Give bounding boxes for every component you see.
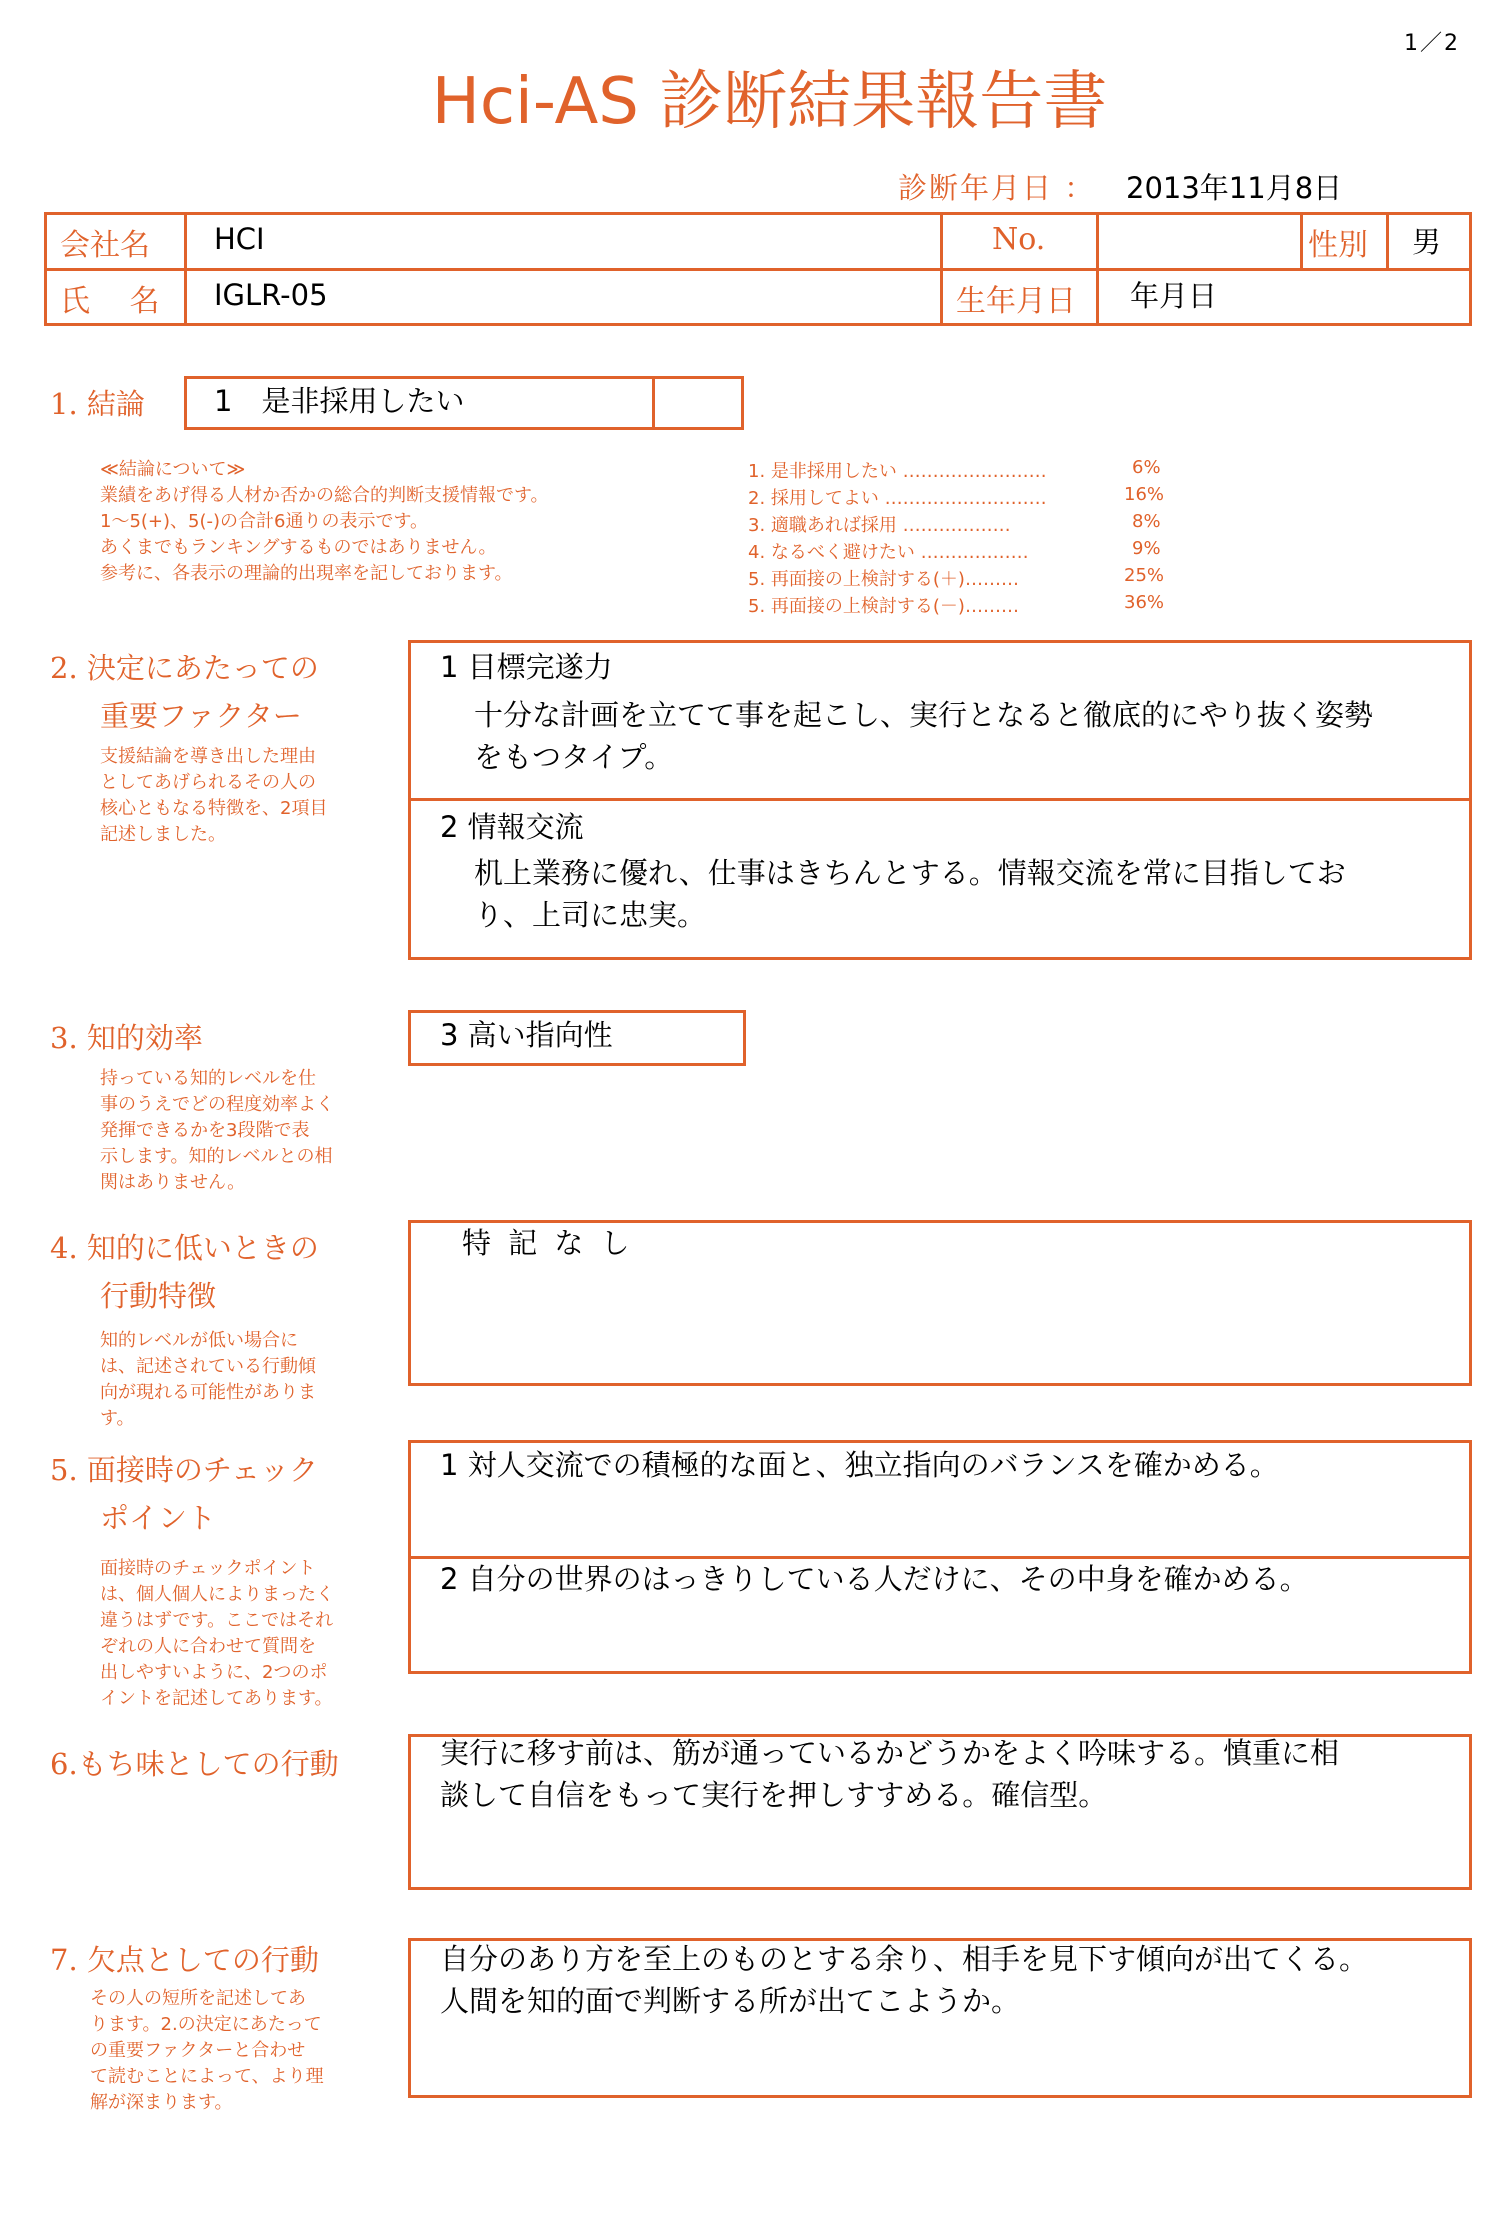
birthdate-value: 年月日: [1130, 279, 1218, 313]
legend-item: 2. 採用してよい ……………………… 16%: [748, 484, 1165, 509]
page-title: Hci-AS 診断結果報告書: [431, 65, 1108, 139]
section2-title: 2. 決定にあたっての 重要ファクター: [50, 651, 319, 733]
gender-label: 性別: [1308, 228, 1368, 263]
section7-title: 7. 欠点としての行動: [50, 1943, 319, 1977]
legend-item: 3. 適職あれば採用 ……………… 8%: [748, 511, 1161, 536]
diagnosis-date-value: 2013年11月8日: [1126, 171, 1343, 205]
section2-description: 支援結論を導き出した理由 としてあげられるその人の 核心ともなる特徴を、2項目 記述しました。: [100, 746, 328, 845]
company-value: HCI: [214, 222, 265, 256]
efficiency-value: 3 高い指向性: [440, 1018, 613, 1052]
section3-title: 3. 知的効率: [50, 1021, 203, 1055]
diagnosis-date-label: 診断年月日 ：: [898, 171, 1096, 205]
gender-value: 男: [1412, 225, 1442, 259]
low-intellect-value: 特 記 な し: [462, 1226, 634, 1260]
no-label: No.: [992, 222, 1046, 257]
section5-description: 面接時のチェックポイント は、個人個人によりまったく 違うはずです。ここではそれ ぞれの人に合わせて質問を 出しやすいように、2つのポ イントを記述してあります。: [100, 1558, 334, 1709]
interview-point-1: 1 対人交流での積極的な面と、独立指向のバランスを確かめる。: [440, 1448, 1279, 1482]
page-number: 1／2: [1404, 31, 1460, 56]
birthdate-label: 生年月日: [956, 284, 1076, 319]
section4-title: 4. 知的に低いときの 行動特徴: [50, 1231, 319, 1313]
section7-description: その人の短所を記述してあ ります。2.の決定にあたって の重要ファクターと合わせ て読むことによって、より理 解が深まります。: [90, 1988, 324, 2113]
legend-item: 5. 再面接の上検討する(－)……… 36%: [748, 592, 1165, 617]
strength-text: 実行に移す前は、筋が通っているかどうかをよく吟味する。慎重に相 談して自信をもって実行を押しすすめる。確信型。: [440, 1736, 1340, 1812]
factor2-text: 机上業務に優れ、仕事はきちんとする。情報交流を常に目指してお り、上司に忠実。: [474, 856, 1346, 932]
legend-item: 4. なるべく避けたい ……………… 9%: [748, 538, 1161, 563]
section1-title: 1. 結論: [50, 387, 145, 421]
factor2-heading: 2 情報交流: [440, 810, 584, 844]
name-value: IGLR-05: [214, 278, 328, 312]
legend-item: 5. 再面接の上検討する(＋)……… 25%: [748, 565, 1165, 590]
factor1-heading: 1 目標完遂力: [440, 650, 613, 684]
interview-point-2: 2 自分の世界のはっきりしている人だけに、その中身を確かめる。: [440, 1562, 1309, 1596]
weakness-text: 自分のあり方を至上のものとする余り、相手を見下す傾向が出てくる。 人間を知的面で判断する所が出てこようか。: [440, 1942, 1369, 2018]
conclusion-result: 1 是非採用したい: [214, 384, 465, 418]
section6-title: 6.もち味としての行動: [50, 1747, 339, 1781]
company-label: 会社名: [60, 228, 150, 263]
section3-description: 持っている知的レベルを仕 事のうえでどの程度効率よく 発揮できるかを3段階で表 示します。知的レベルとの相 関はありません。: [100, 1068, 334, 1193]
name-label: 氏 名: [60, 284, 160, 319]
legend-item: 1. 是非採用したい …………………… 6%: [748, 457, 1161, 482]
section5-title: 5. 面接時のチェック ポイント: [50, 1453, 319, 1535]
section4-description: 知的レベルが低い場合に は、記述されている行動傾 向が現れる可能性がありま す。: [100, 1330, 316, 1429]
factor1-text: 十分な計画を立てて事を起こし、実行となると徹底的にやり抜く姿勢 をもつタイプ。: [474, 698, 1374, 774]
conclusion-description: ≪結論について≫ 業績をあげ得る人材か否かの総合的判断支援情報です。 1～5(+)、5(-)の合計6通りの表示です。 あくまでもランキングするものではありません。 参考に、各表示の理論的出現率を記しております。: [100, 459, 549, 584]
